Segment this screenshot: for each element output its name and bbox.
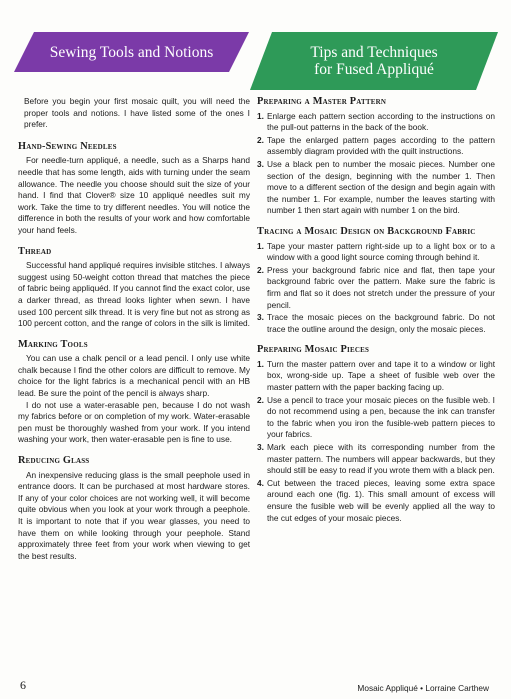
step-item: 3. Mark each piece with its corresponding number from the master pattern. The numbers will appear backwards, but they should still be easy to read if you wrote them with a black pen.: [257, 442, 495, 476]
section-heading: Preparing a Master Pattern: [257, 96, 387, 107]
steps-list: [257, 241, 495, 336]
step-text: Tape the enlarged pattern pages according to the pattern assembly diagram provided with the quilt instructions.: [267, 134, 495, 157]
step-item: 4. Cut between the traced pieces, leaving some extra space around each one (fig. 1). This small amount of excess will ensure the fusible web will be evenly applied all the way to the cut edges of your mosaic pieces.: [257, 477, 495, 523]
banner-right-title: [310, 44, 437, 78]
step-item: 3. Use a black pen to number the mosaic pieces. Number one section of the design, beginning with the number 1. Then move to a different section of the design and begin again with the number 1. For example, number the leaves starting with number 1 then start again with number 1 on the bird.: [257, 158, 495, 216]
section-paragraph: I do not use a water-erasable pen, because I do not wash my fabrics before or on completion of my work. Water-erasable pen must be thoroughly washed from your work. If you intend washing your work, then water-erasable pen is fine to use.: [18, 399, 250, 445]
step-item: 2. Use a pencil to trace your mosaic pieces on the fusible web. I do not recommend using a pen, because the ink can transfer to the fabric when you iron the fusible-web pattern pieces to your fabrics.: [257, 394, 495, 440]
running-footer: Mosaic Appliqué • Lorraine Carthew: [357, 683, 489, 693]
section-paragraph: You can use a chalk pencil or a lead pencil. I only use white chalk because I find the other colors are difficult to remove. My choice for the light fabrics is a mechanical pencil with an HB lead. Be sure the point of the pencil is always sharp.: [18, 353, 250, 399]
steps-list: [257, 359, 495, 524]
section-thread: [18, 246, 250, 330]
step-item: 1. Tape your master pattern right-side up to a light box or to a window with a good light source coming through behind it.: [257, 240, 495, 263]
left-column: [18, 96, 250, 571]
banner-sewing-tools: [14, 30, 249, 74]
section-marking-tools: [18, 339, 250, 446]
section-reducing-glass: [18, 455, 250, 562]
step-text: Tape your master pattern right-side up to a light box or to a window with a good light source coming through behind it.: [267, 240, 495, 263]
section-heading: Preparing Mosaic Pieces: [257, 344, 370, 356]
section-heading: Thread: [18, 245, 52, 257]
step-text: Use a pencil to trace your mosaic pieces on the fusible web. I do not recommend using a pen, because the ink can transfer to the fabric when you iron the fusible-web pattern pieces to your fabrics.: [267, 394, 495, 440]
page-number: 6: [20, 678, 26, 692]
banner-tips: [250, 30, 498, 92]
right-column: [257, 96, 495, 533]
steps-list: [257, 111, 495, 217]
step-text: Use a black pen to number the mosaic pieces. Number one section of the design, beginning with the number 1. Then move to a different section of the design and begin again with the number 1. For example, number the leaves starting with number 1 then start again with number 1 on the bird.: [267, 158, 495, 216]
banner-left-title: Sewing Tools and Notions: [49, 43, 214, 61]
section-heading: Tracing a Mosaic Design on Background Fabric: [257, 225, 476, 237]
intro-paragraph: Before you begin your first mosaic quilt, you will need the proper tools and notions. I have listed some of the ones I prefer.: [24, 96, 250, 130]
step-text: Trace the mosaic pieces on the background fabric. Do not trace the outline around the design, only the mosaic pieces.: [267, 312, 495, 334]
step-text: Enlarge each pattern section according to the instructions on the pull-out patterns in the back of the book.: [267, 110, 495, 133]
step-text: Turn the master pattern over and tape it to a window or light box, wrong-side up. Tape a sheet of fusible web over the master pattern with the paper backing facing up.: [267, 358, 495, 393]
step-text: Press your background fabric nice and flat, then tape your background fabric over the pattern. Make sure the fabric is firm and flat so it does not stretch under the pressure of your pencil.: [267, 264, 495, 310]
section-mosaic-pieces: [257, 344, 495, 524]
step-text: Mark each piece with its corresponding number from the master pattern. The numbers will appear backwards, but they should still be easy to read if you wrote them with a black pen.: [267, 442, 495, 476]
section-heading: Marking Tools: [18, 338, 88, 350]
step-item: 1. Turn the master pattern over and tape it to a window or light box, wrong-side up. Tape a sheet of fusible web over the master pattern with the paper backing facing up.: [257, 358, 495, 393]
step-item: 2. Press your background fabric nice and flat, then tape your background fabric over the pattern. Make sure the fabric is firm and flat so it does not stretch under the pressure of your pencil.: [257, 264, 495, 310]
step-item: 1. Enlarge each pattern section according to the instructions on the pull-out patterns in the back of the book.: [257, 110, 495, 133]
section-paragraph: Successful hand appliqué requires invisible stitches. I always suggest using 50-weight cotton thread that matches the piece of fabric being appliquéd. If you cannot find the exact color, use a darker thread, as thread looks lighter when sewn. I have used 100 percent silk thread. It is very fine but not as strong as 100 percent cotton, and the range of colors in the silk is limited.: [18, 260, 251, 329]
section-paragraph: An inexpensive reducing glass is the small peephole used in entrance doors. It can be purchased at most hardware stores. If any of your color choices are not working well, it will become quite obvious when you look at your work through a peephole. It is important to note that if you wear glasses, you need to have them on while looking through your peephole. Stand approximately three feet from your work when viewing to get the best results.: [18, 469, 250, 561]
section-tracing: [257, 226, 495, 335]
section-master-pattern: [257, 96, 495, 217]
step-text: Cut between the traced pieces, leaving some extra space around each one (fig. 1). This small amount of excess will ensure the fusible web will be evenly applied all the way to the cut edges of your mosaic pieces.: [267, 477, 495, 523]
step-item: 2. Tape the enlarged pattern pages according to the pattern assembly diagram provided with the quilt instructions.: [257, 134, 495, 157]
banner-right-line1: Tips and Techniques: [310, 44, 438, 61]
section-needles: [18, 141, 250, 237]
section-paragraph: For needle-turn appliqué, a needle, such as a Sharps hand needle that has some length, aids with turning under the seam allowance. The needle you choose should suit the size of your hand. I find that Clover® size 10 appliqué needles suit my work. Take the time to try different needles. You will notice the difference in both the results of your work and how comfortable your hand feels.: [18, 155, 250, 235]
section-heading: Hand-Sewing Needles: [18, 140, 117, 152]
section-heading: Reducing Glass: [18, 455, 90, 467]
banner-right-line2: for Fused Appliqué: [314, 61, 434, 78]
step-item: 3. Trace the mosaic pieces on the background fabric. Do not trace the outline around the design, only the mosaic pieces.: [257, 312, 495, 334]
